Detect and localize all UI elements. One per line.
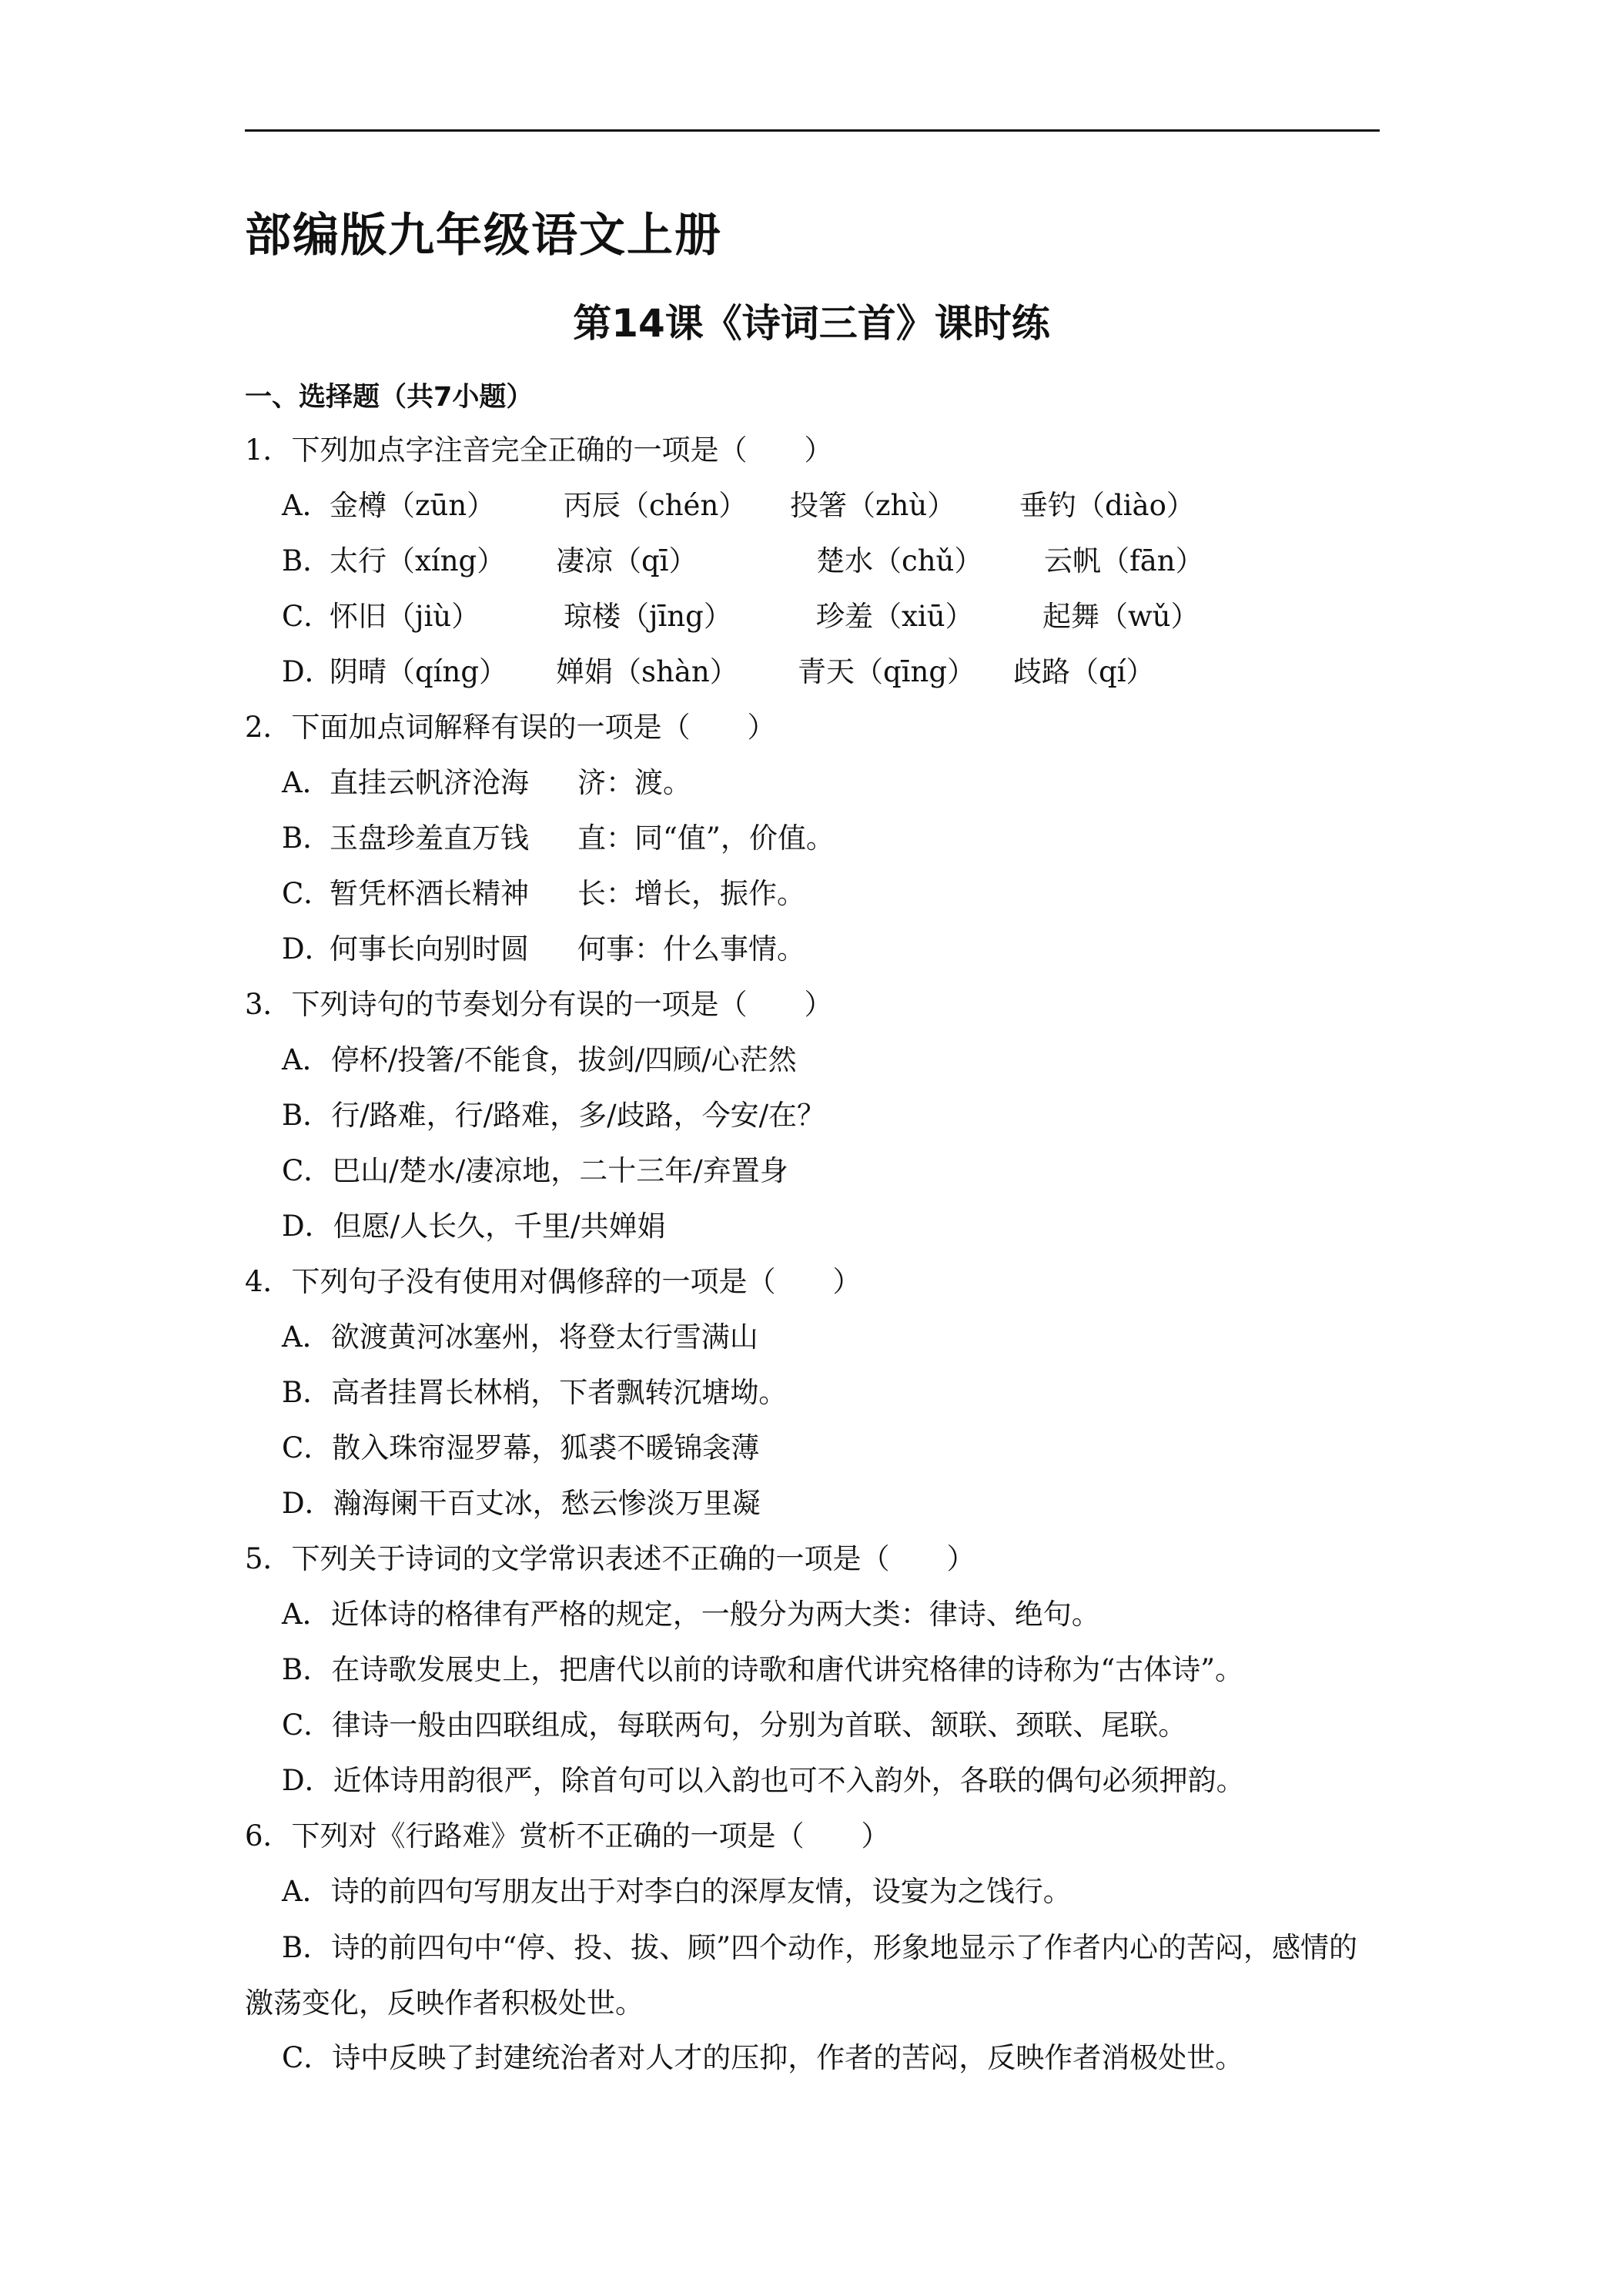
option-item: 太行（xíng） [330, 544, 506, 577]
option-item: 婵娟（shàn） [556, 655, 738, 688]
option-text: 直挂云帆济沧海 [330, 766, 529, 799]
header-rule [245, 129, 1380, 132]
q3-option-b: B．行/路难，行/路难，多/歧路，今安/在？ [282, 1099, 826, 1132]
q3-option-a: A．停杯/投箸/不能食，拔剑/四顾/心茫然 [282, 1043, 797, 1076]
question-6-stem: 6．下列对《行路难》赏析不正确的一项是（ ） [245, 1819, 890, 1853]
option-label: C． [282, 877, 333, 910]
option-item: 阴晴（qíng） [330, 655, 508, 688]
option-item: 珍羞（xiū） [816, 600, 974, 633]
option-label: B． [282, 822, 332, 855]
option-item: 垂钓（diào） [1019, 489, 1195, 522]
question-5-stem: 5．下列关于诗词的文学常识表述不正确的一项是（ ） [245, 1542, 975, 1575]
option-item: 起舞（wǔ） [1042, 600, 1200, 633]
option-item: 琼楼（jīng） [564, 600, 732, 633]
q3-option-d: D．但愿/人长久，千里/共婵娟 [282, 1210, 666, 1243]
option-item: 青天（qīng） [798, 655, 976, 688]
q4-option-a: A．欲渡黄河冰塞州，将登太行雪满山 [282, 1320, 758, 1354]
q4-option-d: D．瀚海阑干百丈冰，愁云惨淡万里凝 [282, 1487, 761, 1520]
option-text: 暂凭杯酒长精神 [330, 877, 529, 910]
option-gloss: 济：渡。 [577, 766, 691, 799]
q3-option-c: C．巴山/楚水/凄凉地，二十三年/弃置身 [282, 1154, 788, 1187]
q6-option-a: A．诗的前四句写朋友出于对李白的深厚友情，设宴为之饯行。 [282, 1875, 1072, 1908]
question-2-stem: 2．下面加点词解释有误的一项是（ ） [245, 711, 776, 744]
option-gloss: 长：增长，振作。 [577, 877, 805, 910]
question-4-stem: 4．下列句子没有使用对偶修辞的一项是（ ） [245, 1265, 862, 1298]
q5-option-a: A．近体诗的格律有严格的规定，一般分为两大类：律诗、绝句。 [282, 1598, 1100, 1631]
lesson-subtitle: 第14课《诗词三首》课时练 [573, 301, 1050, 346]
option-label: A． [282, 489, 331, 522]
q6-option-c: C．诗中反映了封建统治者对人才的压抑，作者的苦闷，反映作者消极处世。 [282, 2041, 1244, 2074]
option-item: 投箸（zhù） [790, 489, 956, 522]
section-heading: 一、选择题（共7小题） [245, 382, 534, 413]
q5-option-d: D．近体诗用韵很严，除首句可以入韵也可不入韵外，各联的偶句必须押韵。 [282, 1764, 1245, 1797]
option-gloss: 何事：什么事情。 [577, 932, 805, 966]
option-item: 云帆（fān） [1044, 544, 1204, 577]
option-label: A． [282, 766, 331, 799]
document-title: 部编版九年级语文上册 [245, 209, 722, 263]
option-item: 楚水（chǔ） [816, 544, 983, 577]
option-item: 歧路（qí） [1013, 655, 1155, 688]
q5-option-b: B．在诗歌发展史上，把唐代以前的诗歌和唐代讲究格律的诗称为“古体诗”。 [282, 1653, 1244, 1686]
option-label: C． [282, 600, 333, 633]
option-item: 丙辰（chén） [564, 489, 748, 522]
q4-option-c: C．散入珠帘湿罗幕，狐裘不暖锦衾薄 [282, 1431, 760, 1464]
q4-option-b: B．高者挂罥长林梢，下者飘转沉塘坳。 [282, 1376, 788, 1409]
option-text: 玉盘珍羞直万钱 [330, 822, 529, 855]
option-label: D． [282, 655, 333, 688]
option-item: 怀旧（jiù） [330, 600, 480, 633]
question-3-stem: 3．下列诗句的节奏划分有误的一项是（ ） [245, 988, 833, 1021]
option-text: 何事长向别时圆 [330, 932, 529, 966]
option-item: 凄凉（qī） [556, 544, 698, 577]
question-1-stem: 1．下列加点字注音完全正确的一项是（ ） [245, 433, 833, 467]
q6-option-b: B．诗的前四句中“停、投、拔、顾”四个动作，形象地显示了作者内心的苦闷，感情的激荡变化，反映作者积极处世。 [245, 1931, 1358, 2020]
option-label: D． [282, 932, 333, 966]
option-label: B． [282, 544, 332, 577]
q5-option-c: C．律诗一般由四联组成，每联两句，分别为首联、颔联、颈联、尾联。 [282, 1709, 1187, 1742]
option-item: 金樽（zūn） [330, 489, 496, 522]
option-gloss: 直：同“值”，价值。 [577, 822, 835, 855]
